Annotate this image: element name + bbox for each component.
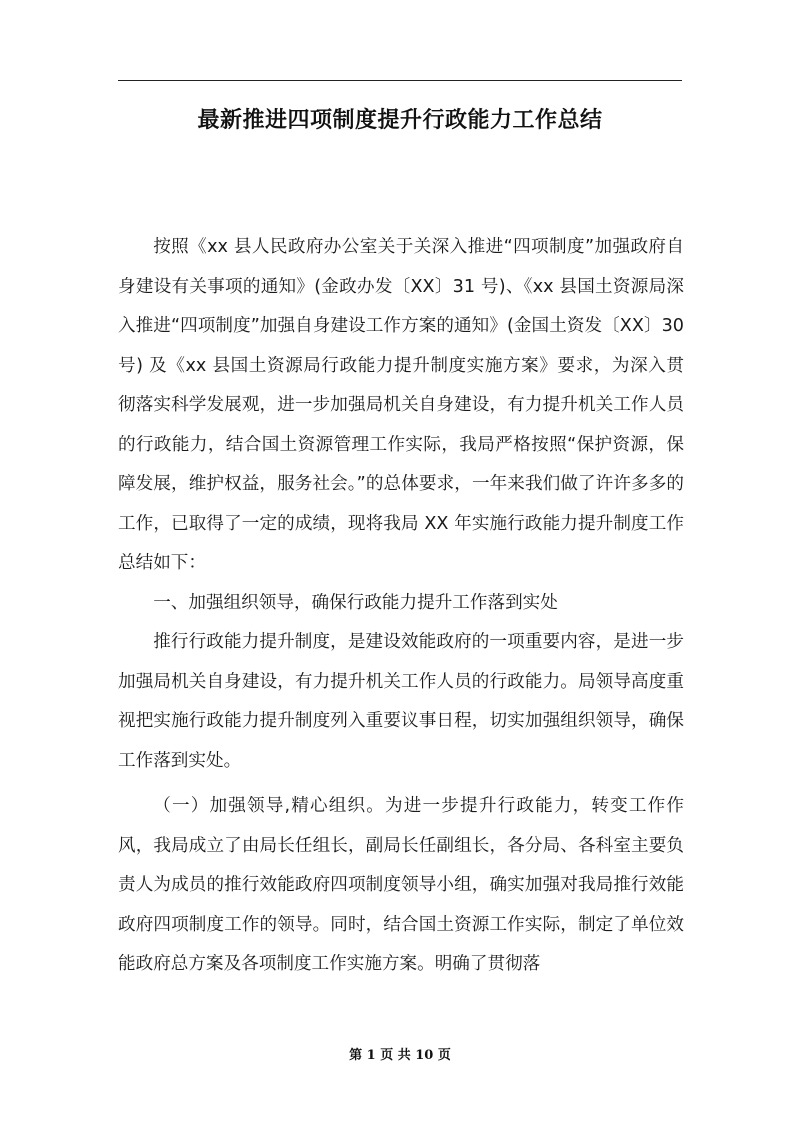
paragraph-subsection-1: （一）加强领导,精心组织。为进一步提升行政能力，转变工作作风，我局成立了由局长任组长，副局长任副组长，各分局、各科室主要负责人为成员的推行效能政府四项制度领导小组，确实加强对我局推行效能政府四项制度工作的领导。同时，结合国土资源工作实际，制定了单位效能政府总方案及各项制度工作实施方案。明确了贯彻落 <box>118 796 684 974</box>
document-title: 最新推进四项制度提升行政能力工作总结 <box>197 108 603 133</box>
document-body <box>118 228 684 985</box>
section-heading-1: 一、加强组织领导，确保行政能力提升工作落到实处 <box>153 592 558 613</box>
paragraph-intro: 按照《xx 县人民政府办公室关于关深入推进“四项制度”加强政府自身建设有关事项的通知》(金政办发〔XX〕31 号)、《xx 县国土资源局深入推进“四项制度”加强自身建设工作方案的通知》(金国土资发〔XX〕30 号) 及《xx 县国土资源局行政能力提升制度实施方案》要求，为深入贯彻落实科学发展观，进一步加强局机关自身建设，有力提升机关工作人员的行政能力，结合国土资源管理工作实际，我局严格按照“保护资源，保障发展，维护权益，服务社会。”的总体要求，一年来我们做了许许多多的工作，已取得了一定的成绩，现将我局 XX 年实施行政能力提升制度工作总结如下： <box>118 237 684 573</box>
paragraph-section-1: 推行行政能力提升制度，是建设效能政府的一项重要内容，是进一步加强局机关自身建设，有力提升机关工作人员的行政能力。局领导高度重视把实施行政能力提升制度列入重要议事日程，切实加强组织领导，确保工作落到实处。 <box>118 632 684 771</box>
page-number: 第 1 页 共 10 页 <box>349 1048 451 1063</box>
header-rule <box>118 80 682 81</box>
